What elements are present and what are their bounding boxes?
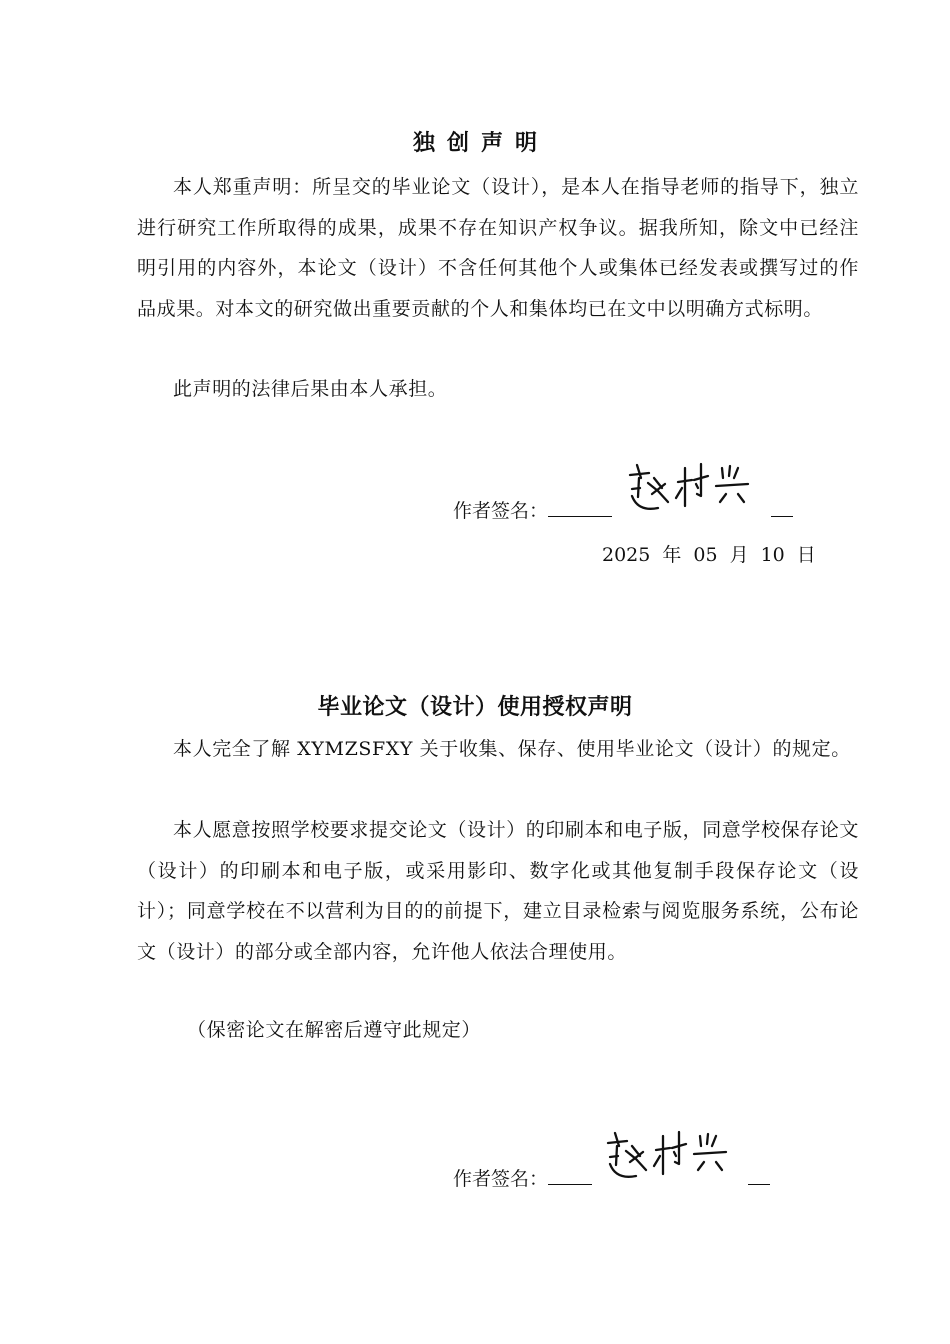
signature-label: 作者签名： [453, 1168, 549, 1190]
author-signature-row-1 [453, 496, 612, 523]
date-year: 2025 [602, 544, 651, 566]
originality-declaration-paragraph: 本人郑重声明：所呈交的毕业论文（设计），是本人在指导老师的指导下，独立进行研究工作所取得的成果，成果不存在知识产权争议。据我所知，除文中已经注明引用的内容外，本论文（设计）不含任何其他个人或集体已经发表或撰写过的作品成果。对本文的研究做出重要贡献的个人和集体均已在文中以明确方式标明。 [137, 176, 859, 320]
authorization-declaration-title: 毕业论文（设计）使用授权声明 [317, 695, 633, 720]
authorization-paragraph-1: 本人完全了解 XYMZSFXY 关于收集、保存、使用毕业论文（设计）的规定。 [173, 738, 851, 760]
date-month: 05 [693, 544, 718, 566]
date-day: 10 [760, 544, 785, 566]
signature-underline [548, 1164, 592, 1185]
signature-underline-tail [748, 1164, 770, 1185]
confidential-note: （保密论文在解密后遵守此规定） [187, 1019, 482, 1041]
legal-consequence-paragraph: 此声明的法律后果由本人承担。 [173, 378, 448, 400]
author-signature-row-2 [453, 1164, 592, 1191]
author-handwritten-signature [628, 456, 762, 522]
signature-underline [548, 496, 612, 517]
signature-label: 作者签名： [453, 500, 549, 522]
signature-underline-tail [771, 496, 793, 517]
date-month-unit: 月 [729, 544, 749, 566]
date-year-unit: 年 [662, 544, 682, 566]
date-day-unit: 日 [796, 544, 816, 566]
authorization-paragraph-2: 本人愿意按照学校要求提交论文（设计）的印刷本和电子版，同意学校保存论文（设计）的印刷本和电子版，或采用影印、数字化或其他复制手段保存论文（设计）；同意学校在不以营利为目的的前提下，建立目录检索与阅览服务系统，公布论文（设计）的部分或全部内容，允许他人依法合理使用。 [137, 819, 860, 963]
author-handwritten-signature [606, 1124, 740, 1190]
originality-declaration-title: 独创声明 [412, 131, 549, 156]
signature-date [602, 540, 828, 567]
